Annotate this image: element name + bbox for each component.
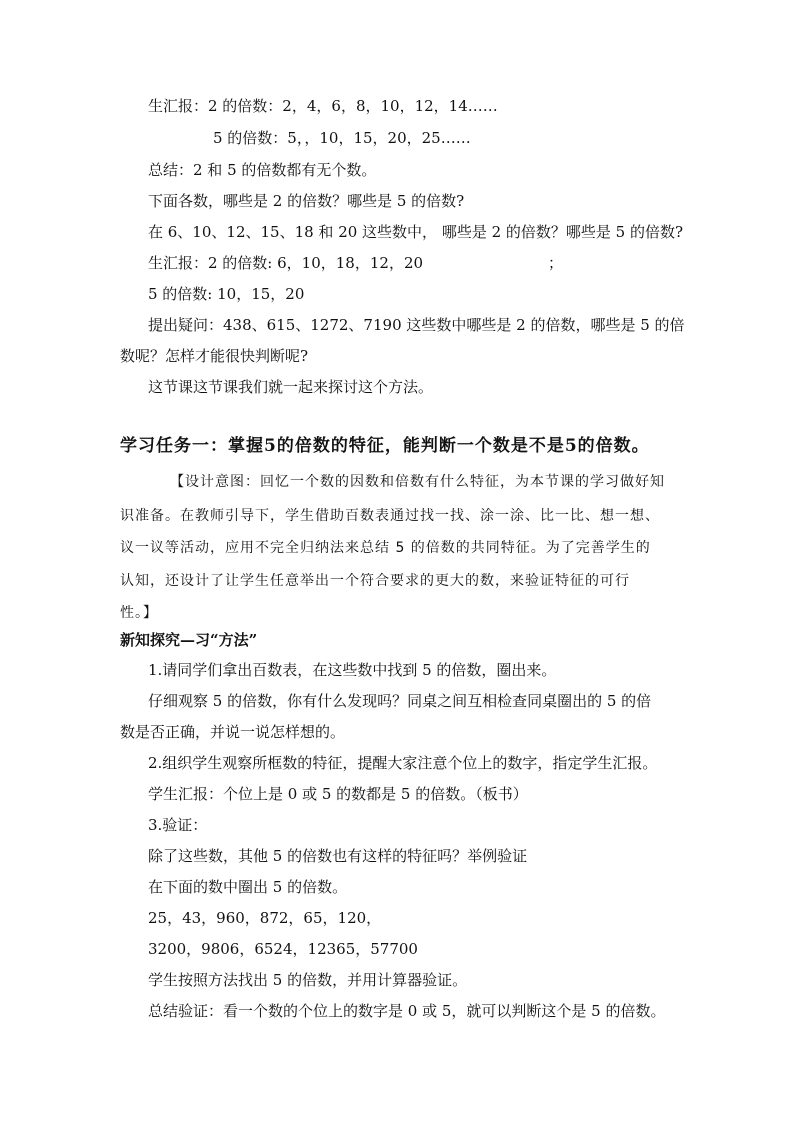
- design-intent-line-5: 性。】: [120, 605, 158, 621]
- circle-instruction: 在下面的数中圈出 5 的倍数。: [148, 878, 348, 896]
- step-1: 1.请同学们拿出百数表，在这些数中找到 5 的倍数，圈出来。: [148, 661, 557, 679]
- verification-summary: 总结验证：看一个数的个位上的数字是 0 或 5，就可以判断这个是 5 的倍数。: [148, 1002, 666, 1020]
- step-2: 2.组织学生观察所框数的特征，提醒大家注意个位上的数字，指定学生汇报。: [148, 754, 658, 772]
- design-intent-line-3: 议一议等活动，应用不完全归纳法来总结 5 的倍数的共同特征。为了完善学生的: [120, 540, 651, 556]
- doubt-line-1: 提出疑问：438、615、1272、7190 这些数中哪些是 2 的倍数，哪些是 5 的倍: [148, 316, 685, 334]
- observe-line-2: 数是否正确，并说一说怎样想的。: [120, 723, 346, 741]
- calculator-line: 学生按照方法找出 5 的倍数，并用计算器验证。: [148, 971, 468, 989]
- doubt-line-2: 数呢？怎样才能很快判断呢?: [120, 347, 309, 365]
- verify-question: 除了这些数，其他 5 的倍数也有这样的特征吗？举例验证: [148, 847, 528, 865]
- design-intent-line-4: 认知，还设计了让学生任意举出一个符合要求的更大的数，来验证特征的可行: [120, 573, 630, 589]
- design-intent-line-1: 【设计意图：回忆一个数的因数和倍数有什么特征，为本节课的学习做好知: [170, 474, 665, 490]
- report-multiples-of-5: 5 的倍数：5，，10，15，20，25……: [213, 129, 471, 147]
- observe-line-1: 仔细观察 5 的倍数，你有什么发现吗？同桌之间互相检查同桌圈出的 5 的倍: [148, 692, 652, 710]
- student-report: 学生汇报：个位上是 0 或 5 的数都是 5 的倍数。（板书）: [148, 785, 528, 803]
- report-2-line: 生汇报：2 的倍数: 6，10，18，12，20: [148, 254, 424, 272]
- intro-line: 这节课这节课我们就一起来探讨这个方法。: [148, 378, 434, 396]
- number-list-1: 25，43，960，872，65，120，: [148, 909, 382, 927]
- number-list-2: 3200，9806，6524，12365，57700: [148, 940, 418, 958]
- learning-task-heading: 学习任务一：掌握5的倍数的特征，能判断一个数是不是5的倍数。: [120, 436, 650, 456]
- summary-line: 总结：2 和 5 的倍数都有无个数。: [148, 161, 377, 179]
- section-heading: 新知探究—习“方法”: [120, 631, 258, 649]
- question-line: 下面各数，哪些是 2 的倍数？哪些是 5 的倍数?: [148, 192, 465, 210]
- design-intent-line-2: 识准备。在教师引导下，学生借助百数表通过找一找、涂一涂、比一比、想一想、: [120, 508, 660, 524]
- semicolon: ；: [548, 254, 564, 272]
- numbers-question: 在 6、10、12、15、18 和 20 这些数中， 哪些是 2 的倍数？哪些是 5 的倍数?: [148, 223, 684, 241]
- report-5-line: 5 的倍数: 10，15，20: [148, 285, 305, 303]
- report-multiples-of-2: 生汇报：2 的倍数：2，4，6，8，10，12，14……: [148, 97, 498, 115]
- step-3: 3.验证：: [148, 816, 208, 834]
